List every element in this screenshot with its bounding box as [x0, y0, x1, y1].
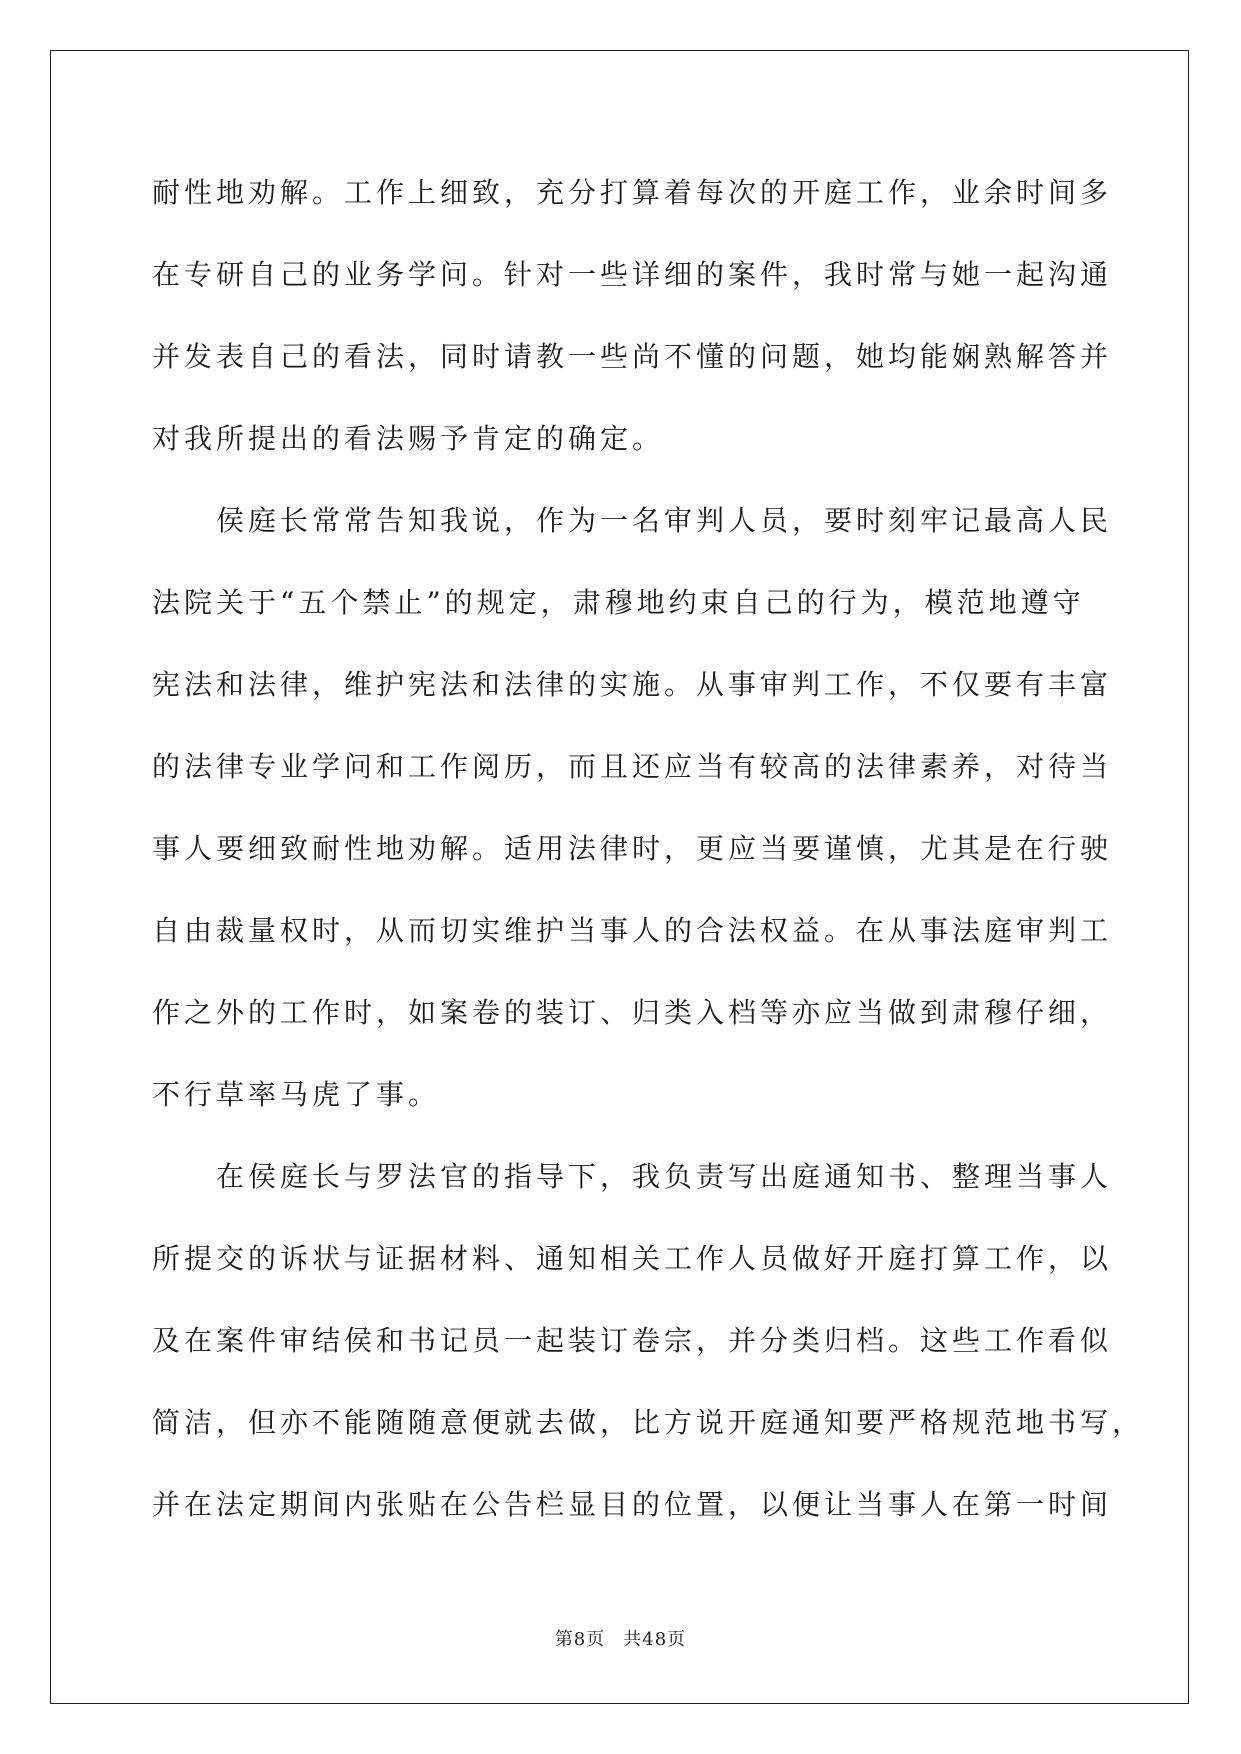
document-body [152, 152, 1145, 1546]
text-line: 宪法和法律，维护宪法和法律的实施。从事审判工作，不仅要有丰富 [152, 668, 1113, 701]
text-line: 的法律专业学问和工作阅历，而且还应当有较高的法律素养，对待当 [152, 750, 1113, 783]
page-footer [0, 1628, 1241, 1652]
text-line: 作之外的工作时，如案卷的装订、归类入档等亦应当做到肃穆仔细， [152, 996, 1113, 1029]
text-line: 法院关于“五个禁止”的规定，肃穆地约束自己的行为，模范地遵守 [152, 586, 1085, 619]
text-line: 自由裁量权时，从而切实维护当事人的合法权益。在从事法庭审判工 [152, 914, 1113, 947]
text-line: 所提交的诉状与证据材料、通知相关工作人员做好开庭打算工作，以 [152, 1242, 1113, 1275]
paragraph-start-line: 侯庭长常常告知我说，作为一名审判人员，要时刻牢记最高人民 [216, 504, 1113, 537]
text-line: 耐性地劝解。工作上细致，充分打算着每次的开庭工作，业余时间多 [152, 176, 1113, 209]
text-line: 及在案件审结侯和书记员一起装订卷宗，并分类归档。这些工作看似 [152, 1324, 1113, 1357]
text-line: 不行草率马虎了事。 [152, 1078, 441, 1111]
text-line: 在专研自己的业务学问。针对一些详细的案件，我时常与她一起沟通 [152, 258, 1113, 291]
page-number: 第8页 [554, 1629, 606, 1650]
text-line: 简洁，但亦不能随随意便就去做，比方说开庭通知要严格规范地书写， [152, 1406, 1145, 1439]
text-line: 并在法定期间内张贴在公告栏显目的位置，以便让当事人在第一时间 [152, 1488, 1113, 1521]
page-total: 共48页 [623, 1629, 687, 1650]
text-line: 事人要细致耐性地劝解。适用法律时，更应当要谨慎，尤其是在行驶 [152, 832, 1113, 865]
paragraph-start-line: 在侯庭长与罗法官的指导下，我负责写出庭通知书、整理当事人 [216, 1160, 1113, 1193]
text-line: 对我所提出的看法赐予肯定的确定。 [152, 422, 665, 455]
text-line: 并发表自己的看法，同时请教一些尚不懂的问题，她均能娴熟解答并 [152, 340, 1113, 373]
